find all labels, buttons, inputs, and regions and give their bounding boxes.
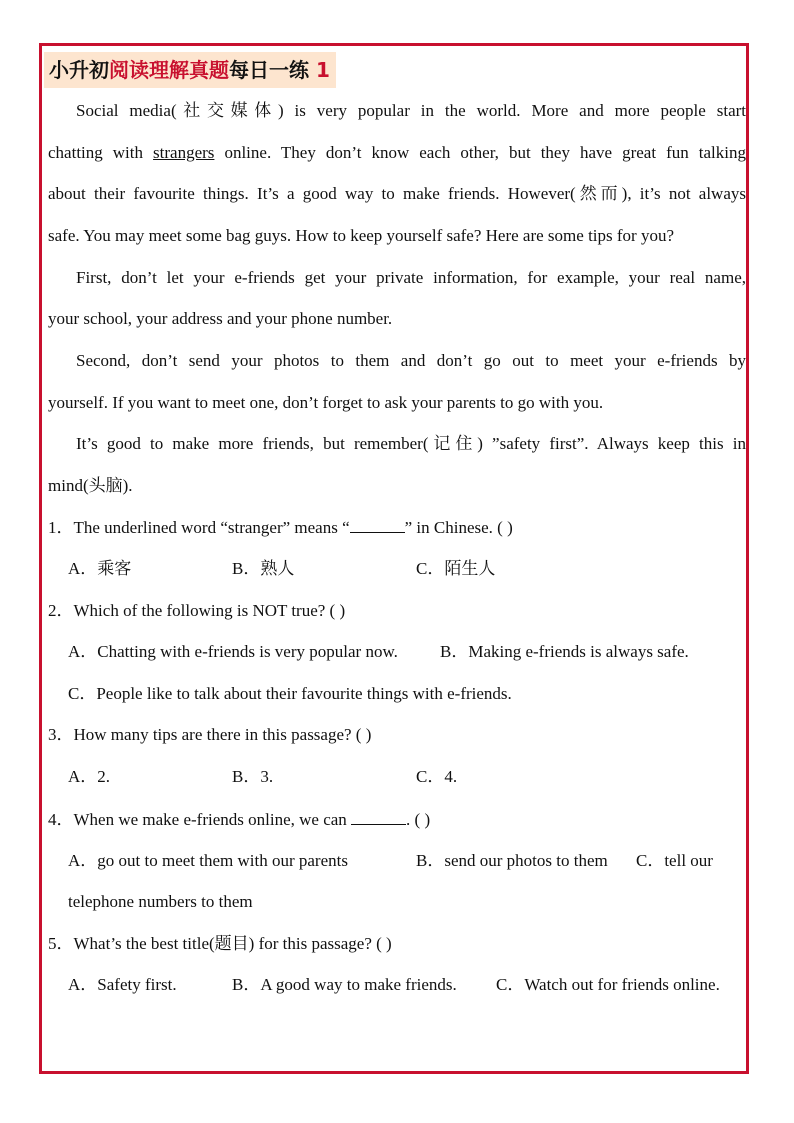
question-2: 2．Which of the following is NOT true? ( )	[48, 601, 346, 620]
q5-option-b: B．A good way to make friends.	[232, 975, 457, 994]
q4-option-c: C．tell our	[636, 851, 713, 870]
question-1-stem-end: ” in Chinese. ( )	[404, 518, 513, 537]
answer-blank-4	[351, 808, 406, 825]
q2-option-b: B．Making e-friends is always safe.	[440, 642, 689, 661]
answer-blank-1	[350, 516, 405, 533]
passage-p1-line2	[48, 142, 746, 164]
passage-p1-line2-start: chatting with	[48, 143, 154, 162]
underlined-word-strangers: strangers	[153, 143, 215, 162]
title-highlight: 阅读理解真题	[109, 58, 229, 82]
q1-option-b: B．熟人	[232, 559, 295, 578]
question-5: 5．What’s the best title(题目) for this passage? ( )	[48, 934, 392, 953]
q2-option-c: C．People like to talk about their favourite things with e-friends.	[68, 684, 512, 703]
passage-p4-line1: It’s good to make more friends, but remember(记住) ”safety first”. Always keep this in	[76, 434, 746, 453]
passage-p1-line4: safe. You may meet some bag guys. How to keep yourself safe? Here are some tips for you?	[48, 226, 674, 245]
question-1-stem-start: 1．The underlined word “stranger” means “	[48, 518, 350, 537]
q4-option-c-continued: telephone numbers to them	[68, 892, 253, 911]
q4-option-b: B．send our photos to them	[416, 851, 608, 870]
title-prefix: 小升初	[49, 58, 109, 82]
q1-option-a: A．乘客	[68, 559, 132, 578]
q2-option-a: A．Chatting with e-friends is very popular now.	[68, 642, 398, 661]
question-4-stem-start: 4．When we make e-friends online, we can	[48, 810, 347, 829]
q5-option-c: C．Watch out for friends online.	[496, 975, 720, 994]
passage-p2-line1: First, don’t let your e-friends get your private information, for example, your real name,	[76, 268, 746, 287]
question-1	[48, 516, 513, 539]
question-4	[48, 808, 430, 831]
q1-option-c: C．陌生人	[416, 559, 496, 578]
q3-option-b: B．3.	[232, 767, 274, 786]
passage-p3-line1: Second, don’t send your photos to them and don’t go out to meet your e-friends by	[76, 351, 746, 370]
question-4-stem-end: . ( )	[406, 810, 431, 829]
passage-p2-line2: your school, your address and your phone number.	[48, 309, 393, 328]
title-number: 1	[315, 58, 330, 82]
question-3: 3．How many tips are there in this passage? ( )	[48, 725, 372, 744]
passage-p1-line2-end: online. They don’t know each other, but they have great fun talking	[214, 143, 746, 162]
q3-option-a: A．2.	[68, 767, 111, 786]
q3-option-c: C．4.	[416, 767, 458, 786]
q5-option-a: A．Safety first.	[68, 975, 177, 994]
passage-p1-line3: about their favourite things. It’s a good way to make friends. However(然而), it’s not always	[48, 184, 746, 203]
title-daily: 每日一练	[229, 58, 309, 82]
q4-option-a: A．go out to meet them with our parents	[68, 851, 348, 870]
page-title	[44, 52, 336, 88]
passage-p1-line1: Social media(社交媒体) is very popular in the world. More and more people start	[76, 101, 746, 120]
passage-p4-line2: mind(头脑).	[48, 476, 133, 495]
passage-p3-line2: yourself. If you want to meet one, don’t forget to ask your parents to go with you.	[48, 393, 604, 412]
